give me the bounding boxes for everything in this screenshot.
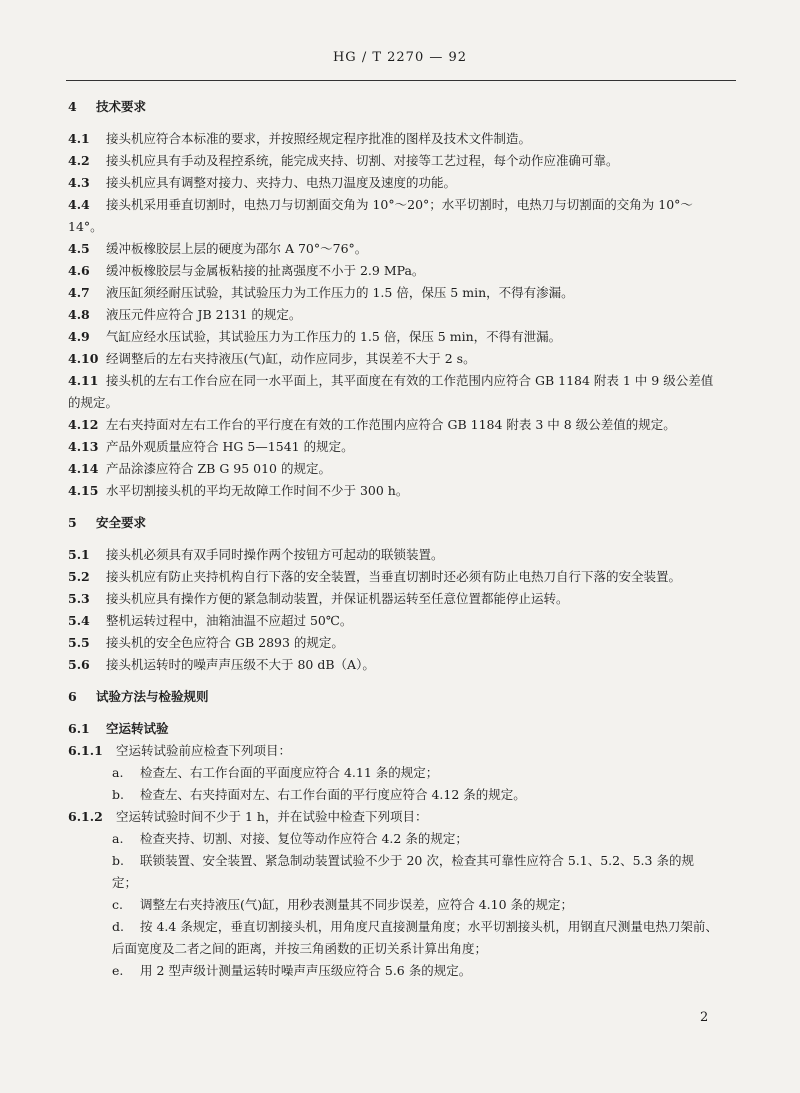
clause-5-5: 5.5 接头机的安全色应符合 GB 2893 的规定。 bbox=[68, 635, 344, 650]
page-number: 2 bbox=[700, 1010, 709, 1025]
list-item-6-1-2-a: a. 检查夹持、切割、对接、复位等动作应符合 4.2 条的规定； bbox=[112, 831, 468, 846]
clause-4-8: 4.8 液压元件应符合 JB 2131 的规定。 bbox=[68, 307, 302, 322]
clause-4-14: 4.14 产品涂漆应符合 ZB G 95 010 的规定。 bbox=[68, 461, 331, 476]
section-4-title: 4 技术要求 bbox=[68, 99, 147, 114]
document-body bbox=[68, 96, 718, 982]
clause-6-1-2: 6.1.2 空运转试验时间不少于 1 h，并在试验中检查下列项目： bbox=[68, 809, 428, 824]
clause-4-10: 4.10 经调整后的左右夹持液压(气)缸，动作应同步，其误差不大于 2 s。 bbox=[68, 351, 476, 366]
clause-4-1: 4.1 接头机应符合本标准的要求，并按照经规定程序批准的图样及技术文件制造。 bbox=[68, 131, 532, 146]
clause-4-2: 4.2 接头机应具有手动及程控系统，能完成夹持、切割、对接等工艺过程，每个动作应准确可靠。 bbox=[68, 153, 619, 168]
list-item-6-1-2-d: d. 按 4.4 条规定，垂直切割接头机，用角度尺直接测量角度；水平切割接头机，用钢直尺测量电热刀架前、后面宽度及二者之间的距离，并按三角函数的正切关系计算出角度； bbox=[112, 919, 718, 956]
clause-4-7: 4.7 液压缸须经耐压试验，其试验压力为工作压力的 1.5 倍，保压 5 min，不得有渗漏。 bbox=[68, 285, 574, 300]
clause-4-5: 4.5 缓冲板橡胶层上层的硬度为邵尔 A 70°～76°。 bbox=[68, 241, 368, 256]
list-item-6-1-2-e: e. 用 2 型声级计测量运转时噪声声压级应符合 5.6 条的规定。 bbox=[112, 963, 472, 978]
clause-6-1-1: 6.1.1 空运转试验前应检查下列项目： bbox=[68, 743, 292, 758]
clause-5-6: 5.6 接头机运转时的噪声声压级不大于 80 dB（A）。 bbox=[68, 657, 375, 672]
clause-5-4: 5.4 整机运转过程中，油箱油温不应超过 50℃。 bbox=[68, 613, 353, 628]
clause-5-1: 5.1 接头机必须具有双手同时操作两个按钮方可起动的联锁装置。 bbox=[68, 547, 444, 562]
header-rule bbox=[66, 80, 736, 81]
clause-4-13: 4.13 产品外观质量应符合 HG 5—1541 的规定。 bbox=[68, 439, 354, 454]
clause-4-9: 4.9 气缸应经水压试验，其试验压力为工作压力的 1.5 倍，保压 5 min，不得有泄漏。 bbox=[68, 329, 562, 344]
section-6-1-title: 6.1 空运转试验 bbox=[68, 721, 169, 736]
list-item-6-1-1-b: b. 检查左、右夹持面对左、右工作台面的平行度应符合 4.12 条的规定。 bbox=[112, 787, 526, 802]
section-6-title: 6 试验方法与检验规则 bbox=[68, 689, 209, 704]
clause-4-12: 4.12 左右夹持面对左右工作台的平行度在有效的工作范围内应符合 GB 1184 附表 3 中 8 级公差值的规定。 bbox=[68, 417, 676, 432]
clause-5-2: 5.2 接头机应有防止夹持机构自行下落的安全装置，当垂直切割时还必须有防止电热刀自行下落的安全装置。 bbox=[68, 569, 682, 584]
clause-4-11: 4.11 接头机的左右工作台应在同一水平面上，其平面度在有效的工作范围内应符合 GB 1184 附表 1 中 9 级公差值的规定。 bbox=[68, 373, 714, 410]
list-item-6-1-2-c: c. 调整左右夹持液压(气)缸，用秒表测量其不同步误差，应符合 4.10 条的规定； bbox=[112, 897, 574, 912]
standard-code-header: HG / T 2270 — 92 bbox=[332, 50, 468, 65]
clause-5-3: 5.3 接头机应具有操作方便的紧急制动装置，并保证机器运转至任意位置都能停止运转。 bbox=[68, 591, 569, 606]
list-item-6-1-1-a: a. 检查左、右工作台面的平面度应符合 4.11 条的规定； bbox=[112, 765, 439, 780]
clause-4-6: 4.6 缓冲板橡胶层与金属板粘接的扯离强度不小于 2.9 MPa。 bbox=[68, 263, 425, 278]
clause-4-4: 4.4 接头机采用垂直切割时，电热刀与切割面交角为 10°～20°；水平切割时，电热刀与切割面的交角为 10°～14°。 bbox=[68, 197, 693, 234]
clause-4-3: 4.3 接头机应具有调整对接力、夹持力、电热刀温度及速度的功能。 bbox=[68, 175, 457, 190]
clause-4-15: 4.15 水平切割接头机的平均无故障工作时间不少于 300 h。 bbox=[68, 483, 409, 498]
section-5-title: 5 安全要求 bbox=[68, 515, 147, 530]
list-item-6-1-2-b: b. 联锁装置、安全装置、紧急制动装置试验不少于 20 次，检查其可靠性应符合 5.1、5.2、5.3 条的规定； bbox=[112, 853, 694, 890]
